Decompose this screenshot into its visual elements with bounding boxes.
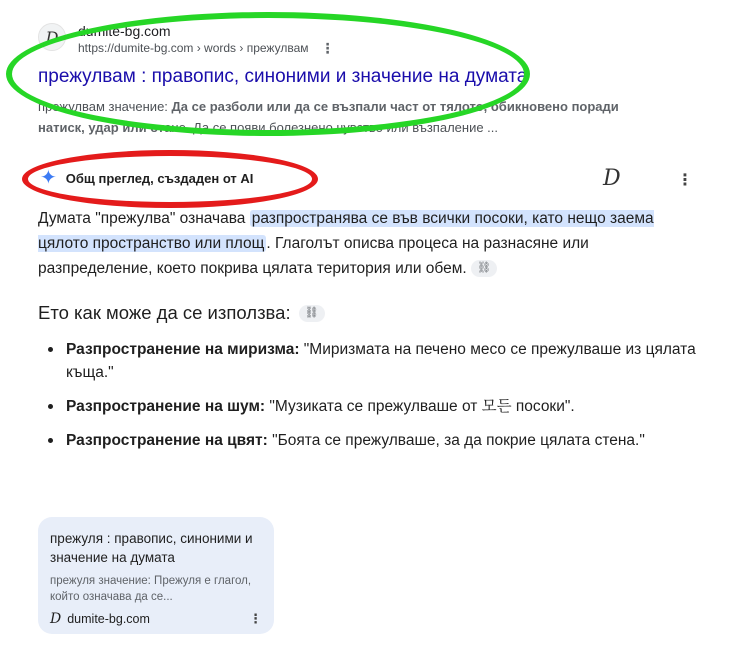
site-name[interactable]: dumite-bg.com — [78, 23, 171, 39]
usage-heading-text: Ето как може да се използва: — [38, 302, 291, 323]
more-options-icon[interactable]: ⋮ — [320, 40, 335, 56]
card-footer — [50, 611, 262, 627]
ai-source-logo-icon[interactable]: D — [603, 166, 621, 191]
ai-intro-highlight: разпространява се във всички посоки, като нещо заема цялото пространство или площ — [38, 210, 654, 252]
bullet-text: "Боята се прежулваше, за да покрие цялата стена." — [272, 432, 645, 449]
snippet-tail: ане. Да се появи болезнено чувство или възпаление ... — [164, 120, 499, 135]
card-site-name: dumite-bg.com — [67, 612, 150, 626]
site-url-text[interactable]: https://dumite-bg.com › words › прежулвам — [78, 41, 309, 55]
card-site-logo-icon: D — [50, 611, 62, 627]
bullet-label: Разпространение на шум: — [66, 398, 266, 415]
bullet-label: Разпространение на миризма: — [66, 341, 300, 358]
list-item — [48, 338, 698, 384]
snippet-label: прежулвам значение: — [38, 99, 168, 114]
usage-list — [48, 338, 698, 463]
bullet-text: "Музиката се прежулваше от 모든 посоки". — [269, 398, 575, 415]
list-item — [48, 395, 698, 418]
result-snippet — [38, 96, 658, 138]
source-card[interactable] — [38, 517, 274, 634]
card-snippet: прежуля значение: Прежуля е глагол, който означава да се... — [50, 575, 252, 603]
ai-overview-title: Общ преглед, създаден от AI — [65, 170, 254, 186]
site-row[interactable] — [38, 22, 698, 56]
result-title-link[interactable]: прежулвам : правопис, синоними и значение на думата — [38, 66, 528, 87]
ai-overview-text — [38, 206, 678, 281]
bullet-label: Разпространение на цвят: — [66, 432, 268, 449]
list-item — [48, 429, 698, 452]
ai-intro-after: . Глаголът описва процеса на разнасяне или разпределение, което покрива цялата територия или обем. — [38, 235, 589, 277]
card-more-options-icon[interactable]: ⋮ — [249, 611, 262, 626]
snippet-text: Да се разболи или да се възпали част от тялото, обикновено поради натиск, удар или от — [38, 99, 619, 135]
site-favicon-icon: D — [38, 23, 66, 51]
bullet-text: "Миризмата на печено месо се прежулваше из цялата къща." — [66, 341, 696, 381]
ai-more-options-icon[interactable]: ⋮ — [677, 172, 693, 189]
usage-heading — [38, 302, 325, 324]
ai-intro-before: Думата "прежулва" означава — [38, 210, 246, 227]
ai-overview-header — [40, 168, 253, 188]
site-text — [78, 22, 335, 56]
source-link-chip-icon[interactable]: ⛓ — [299, 305, 325, 322]
site-url[interactable] — [78, 40, 335, 56]
source-link-chip-icon[interactable]: ⛓ — [471, 260, 497, 277]
ai-sparkle-icon: ✦ — [40, 167, 57, 189]
search-result — [38, 22, 698, 138]
card-title[interactable]: прежуля : правопис, синоними и значение на думата — [50, 531, 253, 565]
